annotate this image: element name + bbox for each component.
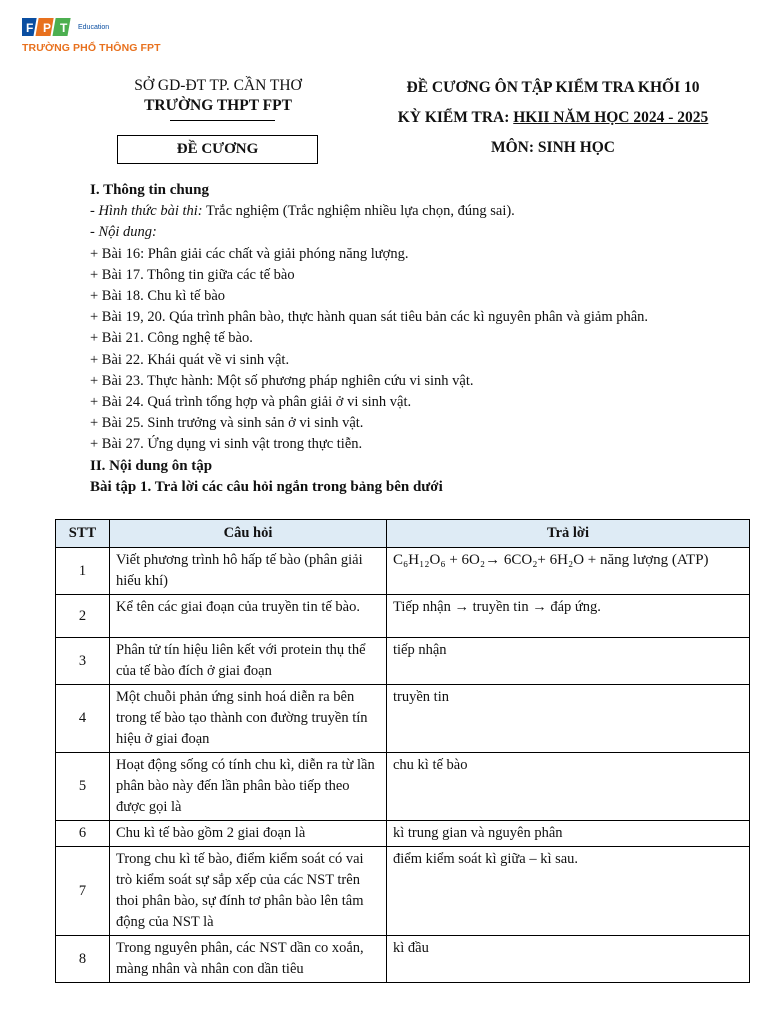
content-label-text: - Nội dung: [90,224,157,241]
qa-table [55,519,750,983]
row-question: Kể tên các giai đoạn của truyền tin tế bào. [110,595,387,638]
lesson-item: + Bài 16: Phân giải các chất và giải phóng năng lượng. [90,245,409,262]
table-row [56,936,750,983]
exam-term-year: HKII NĂM HỌC 2024 - 2025 [513,109,709,126]
department-name: SỞ GD-ĐT TP. CẦN THƠ [134,77,302,94]
document-body [90,180,730,498]
table-row [56,847,750,936]
row-answer: chu kì tế bào [387,753,750,821]
table-row [56,821,750,847]
row-answer: điểm kiểm soát kì giữa – kì sau. [387,847,750,936]
subject-title: MÔN: SINH HỌC [491,139,615,156]
document-type-box: ĐỀ CƯƠNG [117,135,318,164]
row-question: Trong nguyên phân, các NST dần co xoắn, màng nhân và nhân con dần tiêu [110,936,387,983]
table-row [56,685,750,753]
school-logo [22,16,172,58]
lesson-item: + Bài 24. Quá trình tổng hợp và phân giải ở vi sinh vật. [90,394,412,411]
row-stt: 4 [56,685,110,753]
lesson-item: + Bài 27. Ứng dụng vi sinh vật trong thực tiễn. [90,436,363,453]
table-row [56,548,750,595]
svg-text:F: F [26,21,34,35]
section-1-title: I. Thông tin chung [90,182,209,198]
header-divider [170,120,275,121]
content-label [90,222,730,243]
row-answer: C₆H₁₂O₆ + 6O₂→ 6CO₂+ 6H₂O + năng lượng (ATP) [387,548,750,595]
row-stt: 7 [56,847,110,936]
column-header-answer: Trả lời [387,520,750,548]
exercise-1-title: Bài tập 1. Trả lời các câu hỏi ngắn trong bảng bên dưới [90,478,443,495]
lesson-item: + Bài 18. Chu kì tế bào [90,288,226,305]
svg-text:T: T [60,21,68,35]
row-stt: 1 [56,548,110,595]
school-name: TRƯỜNG THPT FPT [144,97,292,114]
document-title: ĐỀ CƯƠNG ÔN TẬP KIỂM TRA KHỐI 10 [406,79,700,96]
lesson-item: + Bài 22. Khái quát về vi sinh vật. [90,351,290,368]
table-row [56,595,750,638]
table-header-row [56,520,750,548]
row-stt: 3 [56,638,110,685]
table-row [56,638,750,685]
row-answer: truyền tin [387,685,750,753]
lesson-item: + Bài 17. Thông tin giữa các tế bào [90,266,295,283]
lesson-item: + Bài 23. Thực hành: Một số phương pháp nghiên cứu vi sinh vật. [90,372,474,389]
exam-format [90,201,730,222]
row-stt: 8 [56,936,110,983]
row-question: Phân tử tín hiệu liên kết với protein thụ thể của tế bào đích ở giai đoạn [110,638,387,685]
row-question: Trong chu kì tế bào, điểm kiểm soát có vai trò kiểm soát sự sắp xếp của các NST trên thoi phân bào, sự đính tơ phân bào lên tâm động của NST là [110,847,387,936]
exam-format-value: Trắc nghiệm (Trắc nghiệm nhiều lựa chọn, đúng sai). [202,203,515,220]
row-question: Hoạt động sống có tính chu kì, diễn ra từ lần phân bào này đến lần phân bào tiếp theo được gọi là [110,753,387,821]
header-right [358,77,748,167]
logo-education-text: Education [78,24,110,31]
column-header-stt: STT [56,520,110,548]
row-question: Viết phương trình hô hấp tế bào (phân giải hiếu khí) [110,548,387,595]
exam-term-prefix: KỲ KIỂM TRA: [397,109,514,126]
row-answer: kì trung gian và nguyên phân [387,821,750,847]
logo-school-name: TRƯỜNG PHỔ THÔNG FPT [22,42,161,54]
row-question: Một chuỗi phản ứng sinh hoá diễn ra bên trong tế bào tạo thành con đường truyền tín hiệu ở giai đoạn [110,685,387,753]
svg-text:P: P [43,21,52,35]
row-stt: 2 [56,595,110,638]
lesson-item: + Bài 19, 20. Qúa trình phân bào, thực hành quan sát tiêu bản các kì nguyên phân và giảm phân. [90,309,649,326]
lesson-item: + Bài 21. Công nghệ tế bào. [90,330,253,347]
row-answer: Tiếp nhận → truyền tin → đáp ứng. [387,595,750,638]
header-left [108,77,328,115]
row-question: Chu kì tế bào gồm 2 giai đoạn là [110,821,387,847]
exam-term [358,107,748,137]
row-answer: tiếp nhận [387,638,750,685]
table-row [56,753,750,821]
lesson-item: + Bài 25. Sinh trưởng và sinh sản ở vi sinh vật. [90,415,364,432]
row-stt: 6 [56,821,110,847]
fpt-logo-icon [22,16,74,38]
column-header-question: Câu hỏi [110,520,387,548]
row-answer: kì đầu [387,936,750,983]
section-2-title: II. Nội dung ôn tập [90,457,213,474]
row-stt: 5 [56,753,110,821]
exam-format-label: - Hình thức bài thi: [90,203,203,220]
